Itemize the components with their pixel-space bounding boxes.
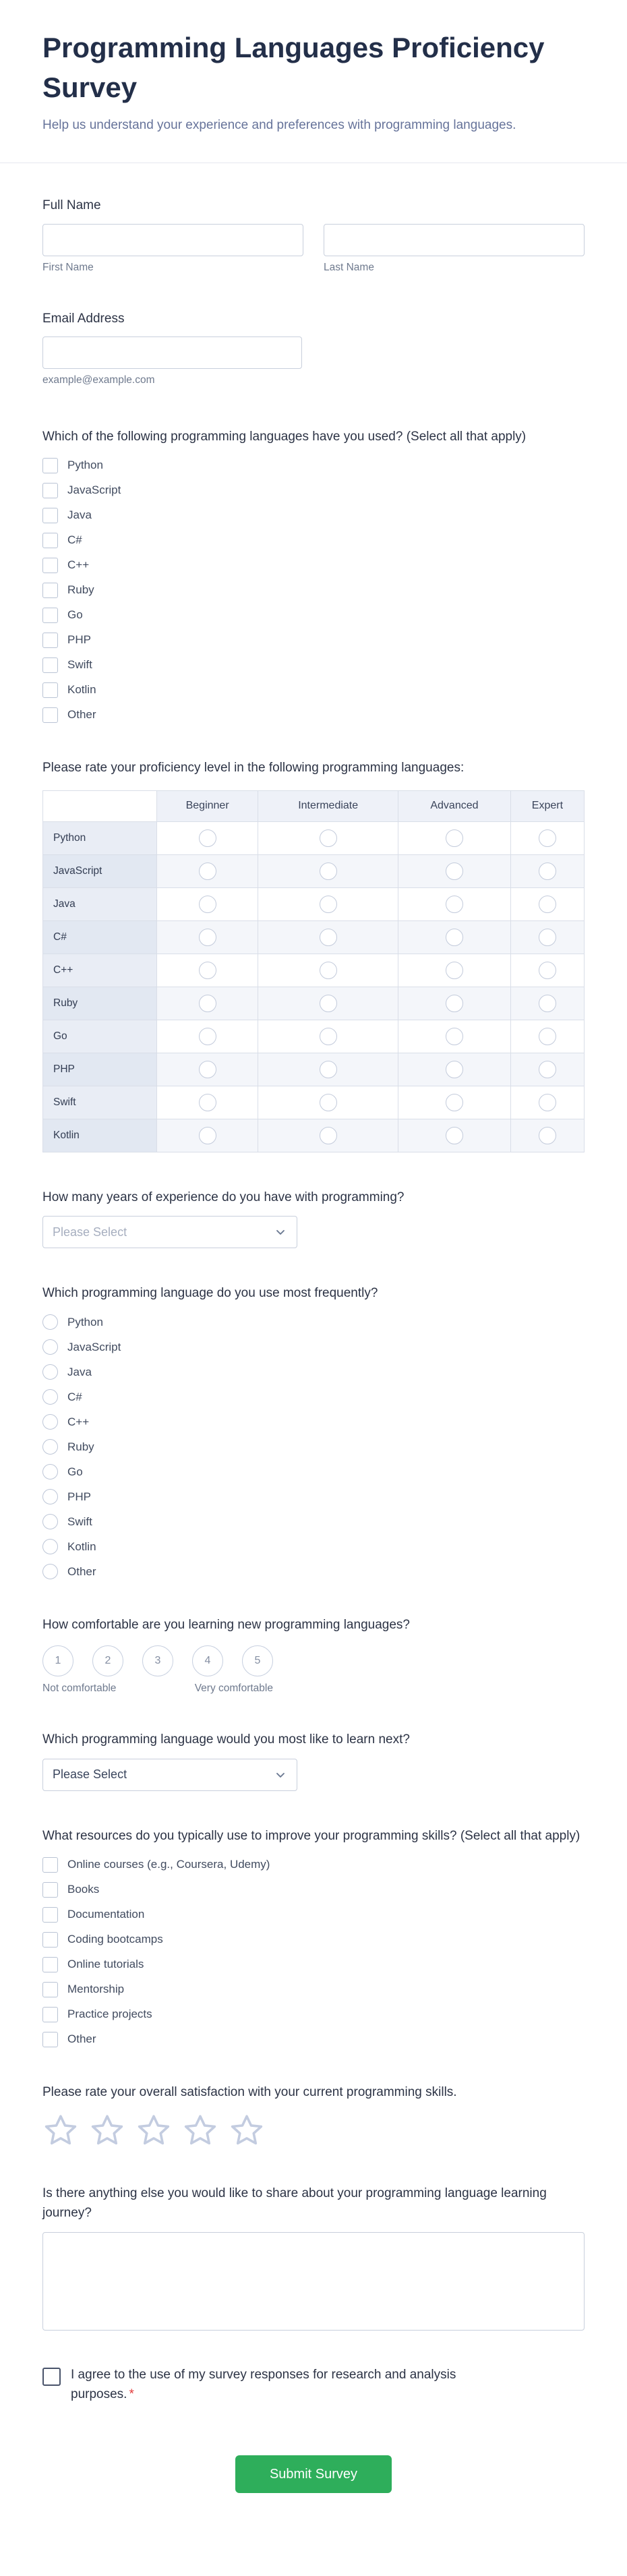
radio-icon — [320, 1094, 337, 1111]
option-label: Coding bootcamps — [67, 1933, 163, 1946]
matrix-cell[interactable] — [157, 854, 258, 887]
question-email — [42, 309, 585, 386]
matrix-row-label: Java — [43, 887, 157, 920]
checkbox-option[interactable] — [42, 1881, 585, 1898]
most-frequent-options — [42, 1314, 585, 1580]
checkbox-option[interactable] — [42, 1856, 585, 1873]
matrix-cell[interactable] — [157, 1119, 258, 1152]
radio-icon — [539, 962, 556, 979]
agreement-checkbox[interactable] — [42, 2368, 61, 2386]
most-frequent-label: Which programming language do you use most frequently? — [42, 1286, 378, 1301]
radio-icon — [320, 995, 337, 1012]
option-label: Go — [67, 1465, 83, 1478]
checkbox-icon — [42, 707, 58, 723]
checkbox-option[interactable] — [42, 1906, 585, 1923]
radio-icon — [42, 1514, 58, 1529]
matrix-row — [43, 854, 585, 887]
question-additional — [42, 2184, 585, 2331]
radio-icon — [42, 1314, 58, 1330]
option-label: Swift — [67, 658, 92, 672]
radio-icon — [199, 1061, 216, 1078]
matrix-cell[interactable] — [510, 1053, 584, 1086]
radio-icon — [42, 1439, 58, 1455]
matrix-cell[interactable] — [258, 1020, 398, 1053]
languages-used-options — [42, 457, 585, 723]
checkbox-icon — [42, 2007, 58, 2022]
matrix-row-label: C# — [43, 920, 157, 954]
learn-next-dropdown[interactable] — [42, 1759, 297, 1791]
radio-icon — [42, 1539, 58, 1554]
checkbox-option[interactable] — [42, 507, 585, 523]
submit-button[interactable]: Submit Survey — [235, 2455, 392, 2493]
resources-options — [42, 1856, 585, 2047]
matrix-cell[interactable] — [258, 887, 398, 920]
checkbox-option[interactable] — [42, 557, 585, 573]
question-satisfaction — [42, 2082, 585, 2148]
radio-icon — [320, 1028, 337, 1045]
option-label: Kotlin — [67, 683, 96, 697]
matrix-cell[interactable] — [157, 1020, 258, 1053]
checkbox-icon — [42, 558, 58, 573]
radio-icon — [446, 829, 463, 847]
checkbox-icon — [42, 1932, 58, 1948]
radio-icon — [199, 862, 216, 880]
radio-icon — [446, 929, 463, 946]
matrix-cell[interactable] — [398, 1053, 511, 1086]
radio-icon — [320, 896, 337, 913]
checkbox-option[interactable] — [42, 632, 585, 648]
radio-icon — [42, 1464, 58, 1480]
matrix-row — [43, 1086, 585, 1119]
full-name-inputs — [42, 224, 585, 274]
option-label: C++ — [67, 1415, 90, 1428]
option-label: Online tutorials — [67, 1958, 144, 1971]
matrix-cell[interactable] — [510, 821, 584, 854]
radio-icon — [320, 862, 337, 880]
scale-option-4[interactable]: 4 — [192, 1645, 223, 1676]
radio-icon — [446, 995, 463, 1012]
option-label: Ruby — [67, 1440, 94, 1453]
matrix-cell[interactable] — [398, 887, 511, 920]
comfort-scale-labels — [42, 1682, 273, 1695]
radio-icon — [539, 1127, 556, 1144]
checkbox-icon — [42, 483, 58, 498]
radio-icon — [42, 1364, 58, 1380]
option-label: Online courses (e.g., Coursera, Udemy) — [67, 1858, 270, 1871]
satisfaction-label: Please rate your overall satisfaction with your current programming skills. — [42, 2085, 457, 2100]
radio-option[interactable] — [42, 1339, 585, 1355]
radio-icon — [446, 862, 463, 880]
required-asterisk: * — [129, 2387, 134, 2401]
question-comfort-scale — [42, 1615, 585, 1695]
question-learn-next — [42, 1730, 585, 1790]
dropdown-selected-value: Please Select — [53, 1225, 127, 1239]
matrix-cell[interactable] — [157, 1086, 258, 1119]
question-full-name — [42, 196, 585, 273]
matrix-cell[interactable] — [157, 954, 258, 987]
matrix-cell[interactable] — [398, 1020, 511, 1053]
matrix-cell[interactable] — [157, 1053, 258, 1086]
radio-option[interactable] — [42, 1539, 585, 1555]
option-label: Ruby — [67, 583, 94, 597]
matrix-cell[interactable] — [510, 954, 584, 987]
checkbox-option[interactable] — [42, 532, 585, 548]
matrix-cell[interactable] — [258, 920, 398, 954]
option-label: Java — [67, 1365, 92, 1378]
matrix-column-header: Expert — [510, 790, 584, 821]
radio-icon — [320, 1127, 337, 1144]
matrix-cell[interactable] — [258, 987, 398, 1020]
matrix-row — [43, 920, 585, 954]
radio-icon — [320, 929, 337, 946]
matrix-cell[interactable] — [510, 987, 584, 1020]
radio-option[interactable] — [42, 1414, 585, 1430]
radio-icon — [199, 995, 216, 1012]
matrix-row — [43, 1119, 585, 1152]
matrix-row-label: Go — [43, 1020, 157, 1053]
checkbox-icon — [42, 657, 58, 673]
radio-icon — [446, 962, 463, 979]
option-label: Other — [67, 2032, 96, 2046]
matrix-row-label: PHP — [43, 1053, 157, 1086]
radio-icon — [539, 896, 556, 913]
checkbox-icon — [42, 1907, 58, 1923]
option-label: Books — [67, 1883, 100, 1896]
radio-icon — [199, 962, 216, 979]
option-label: PHP — [67, 1490, 91, 1503]
option-label: Kotlin — [67, 1540, 96, 1553]
checkbox-icon — [42, 608, 58, 623]
matrix-row-label: Ruby — [43, 987, 157, 1020]
proficiency-matrix-label: Please rate your proficiency level in the following programming languages: — [42, 761, 465, 775]
checkbox-option[interactable] — [42, 682, 585, 698]
option-label: JavaScript — [67, 1340, 121, 1353]
question-years-experience — [42, 1188, 585, 1248]
question-resources — [42, 1826, 585, 2047]
radio-option[interactable] — [42, 1564, 585, 1580]
additional-textarea[interactable] — [42, 2232, 585, 2331]
option-label: JavaScript — [67, 484, 121, 497]
option-label: C# — [67, 533, 82, 547]
matrix-cell[interactable] — [510, 854, 584, 887]
radio-icon — [42, 1339, 58, 1355]
matrix-row — [43, 1020, 585, 1053]
matrix-row-label: Python — [43, 821, 157, 854]
scale-option-5[interactable]: 5 — [242, 1645, 273, 1676]
email-sublabel: example@example.com — [42, 374, 155, 386]
option-label: Python — [67, 459, 103, 472]
radio-icon — [539, 1094, 556, 1111]
star-icon[interactable] — [182, 2112, 218, 2148]
matrix-row — [43, 887, 585, 920]
form-subtitle: Help us understand your experience and preferences with programming languages. — [42, 117, 516, 132]
matrix-row — [43, 821, 585, 854]
matrix-cell[interactable] — [398, 987, 511, 1020]
matrix-cell[interactable] — [157, 920, 258, 954]
checkbox-option[interactable] — [42, 657, 585, 673]
option-label: C# — [67, 1390, 82, 1403]
matrix-cell[interactable] — [398, 1086, 511, 1119]
matrix-column-header: Beginner — [157, 790, 258, 821]
matrix-cell[interactable] — [258, 1053, 398, 1086]
star-icon[interactable] — [229, 2112, 265, 2148]
matrix-cell[interactable] — [157, 987, 258, 1020]
matrix-cell[interactable] — [510, 1119, 584, 1152]
radio-option[interactable] — [42, 1464, 585, 1480]
checkbox-icon — [42, 633, 58, 648]
scale-option-3[interactable]: 3 — [142, 1645, 173, 1676]
checkbox-icon — [42, 1957, 58, 1972]
radio-option[interactable] — [42, 1439, 585, 1455]
option-label: Python — [67, 1315, 103, 1328]
matrix-cell[interactable] — [157, 887, 258, 920]
radio-icon — [539, 929, 556, 946]
checkbox-option[interactable] — [42, 482, 585, 498]
checkbox-icon — [42, 508, 58, 523]
matrix-row — [43, 1053, 585, 1086]
question-languages-used — [42, 427, 585, 723]
radio-icon — [320, 962, 337, 979]
radio-icon — [539, 829, 556, 847]
radio-icon — [320, 829, 337, 847]
chevron-down-icon — [274, 1225, 287, 1239]
matrix-row-label: Swift — [43, 1086, 157, 1119]
email-input[interactable] — [42, 336, 302, 369]
checkbox-option[interactable] — [42, 2006, 585, 2022]
option-label: Documentation — [67, 1908, 145, 1921]
last-name-input[interactable] — [324, 224, 585, 256]
radio-icon — [199, 829, 216, 847]
matrix-column-header: Intermediate — [258, 790, 398, 821]
email-label: Email Address — [42, 311, 125, 326]
learn-next-label: Which programming language would you most like to learn next? — [42, 1732, 410, 1747]
matrix-row-label: Kotlin — [43, 1119, 157, 1152]
checkbox-option[interactable] — [42, 582, 585, 598]
option-label: Swift — [67, 1515, 92, 1528]
matrix-cell[interactable] — [398, 1119, 511, 1152]
option-label: C++ — [67, 558, 90, 572]
radio-icon — [42, 1414, 58, 1430]
chevron-down-icon — [274, 1768, 287, 1782]
last-name-sublabel: Last Name — [324, 261, 374, 273]
star-icon[interactable] — [42, 2112, 79, 2148]
radio-icon — [539, 1028, 556, 1045]
option-label: Practice projects — [67, 2008, 152, 2021]
checkbox-option[interactable] — [42, 457, 585, 473]
matrix-cell[interactable] — [398, 920, 511, 954]
checkbox-option[interactable] — [42, 1981, 585, 1997]
matrix-cell[interactable] — [258, 1119, 398, 1152]
submit-area — [42, 2455, 585, 2493]
matrix-cell[interactable] — [510, 887, 584, 920]
radio-icon — [199, 896, 216, 913]
agreement-row — [42, 2366, 585, 2404]
radio-option[interactable] — [42, 1489, 585, 1505]
checkbox-icon — [42, 1857, 58, 1873]
matrix-cell[interactable] — [258, 821, 398, 854]
comfort-scale-circles — [42, 1645, 273, 1676]
radio-icon — [539, 1061, 556, 1078]
matrix-cell[interactable] — [510, 920, 584, 954]
radio-icon — [446, 896, 463, 913]
question-most-frequent — [42, 1283, 585, 1579]
satisfaction-stars — [42, 2112, 585, 2148]
scale-option-2[interactable]: 2 — [92, 1645, 123, 1676]
checkbox-option[interactable] — [42, 707, 585, 723]
agreement-label — [71, 2366, 509, 2404]
form-header — [42, 28, 585, 134]
radio-icon — [199, 1028, 216, 1045]
matrix-row — [43, 987, 585, 1020]
checkbox-option[interactable] — [42, 607, 585, 623]
comfort-scale-label: How comfortable are you learning new programming languages? — [42, 1617, 410, 1632]
radio-icon — [199, 929, 216, 946]
matrix-cell[interactable] — [510, 1020, 584, 1053]
radio-option[interactable] — [42, 1514, 585, 1530]
matrix-cell[interactable] — [258, 854, 398, 887]
radio-icon — [42, 1489, 58, 1504]
matrix-row-label: JavaScript — [43, 854, 157, 887]
option-label: Java — [67, 508, 92, 522]
checkbox-icon — [42, 458, 58, 473]
scale-min-label: Not comfortable — [42, 1682, 117, 1695]
checkbox-icon — [42, 533, 58, 548]
matrix-row-label: C++ — [43, 954, 157, 987]
agreement-label-text: I agree to the use of my survey responses for research and analysis purposes. — [71, 2368, 456, 2401]
option-label: Other — [67, 708, 96, 722]
years-experience-label: How many years of experience do you have with programming? — [42, 1190, 405, 1204]
option-label: Go — [67, 608, 83, 622]
matrix-cell[interactable] — [398, 954, 511, 987]
first-name-input[interactable] — [42, 224, 303, 256]
full-name-label: Full Name — [42, 198, 101, 213]
proficiency-matrix-table — [42, 790, 585, 1152]
radio-icon — [446, 1028, 463, 1045]
checkbox-icon — [42, 1882, 58, 1898]
matrix-corner-cell — [43, 790, 157, 821]
resources-label: What resources do you typically use to improve your programming skills? (Select all that apply) — [42, 1828, 580, 1843]
radio-icon — [446, 1094, 463, 1111]
first-name-sublabel: First Name — [42, 261, 94, 273]
matrix-column-header: Advanced — [398, 790, 511, 821]
matrix-cell[interactable] — [398, 854, 511, 887]
checkbox-icon — [42, 1982, 58, 1997]
matrix-cell[interactable] — [258, 954, 398, 987]
question-proficiency-matrix — [42, 758, 585, 1152]
scale-max-label: Very comfortable — [194, 1682, 273, 1695]
checkbox-option[interactable] — [42, 2031, 585, 2047]
matrix-cell[interactable] — [398, 821, 511, 854]
first-name-group — [42, 224, 303, 274]
radio-icon — [199, 1094, 216, 1111]
checkbox-icon — [42, 2032, 58, 2047]
star-icon[interactable] — [136, 2112, 172, 2148]
checkbox-option[interactable] — [42, 1931, 585, 1948]
checkbox-option[interactable] — [42, 1956, 585, 1972]
option-label: PHP — [67, 633, 91, 647]
radio-icon — [446, 1061, 463, 1078]
radio-option[interactable] — [42, 1364, 585, 1380]
radio-option[interactable] — [42, 1389, 585, 1405]
radio-icon — [446, 1127, 463, 1144]
last-name-group — [324, 224, 585, 274]
radio-icon — [42, 1564, 58, 1579]
checkbox-icon — [42, 583, 58, 598]
scale-option-1[interactable]: 1 — [42, 1645, 73, 1676]
checkbox-icon — [42, 682, 58, 698]
radio-option[interactable] — [42, 1314, 585, 1330]
radio-icon — [539, 995, 556, 1012]
dropdown-selected-value: Please Select — [53, 1767, 127, 1782]
form-title: Programming Languages Proficiency Survey — [42, 32, 545, 103]
languages-used-label: Which of the following programming languages have you used? (Select all that apply) — [42, 430, 527, 444]
star-icon[interactable] — [89, 2112, 125, 2148]
option-label: Mentorship — [67, 1983, 125, 1996]
matrix-cell[interactable] — [157, 821, 258, 854]
radio-icon — [320, 1061, 337, 1078]
radio-icon — [199, 1127, 216, 1144]
matrix-cell[interactable] — [258, 1086, 398, 1119]
additional-label: Is there anything else you would like to share about your programming language learning journey? — [42, 2186, 547, 2220]
radio-icon — [42, 1389, 58, 1405]
option-label: Other — [67, 1564, 96, 1578]
radio-icon — [539, 862, 556, 880]
years-experience-dropdown[interactable] — [42, 1216, 297, 1248]
matrix-row — [43, 954, 585, 987]
matrix-cell[interactable] — [510, 1086, 584, 1119]
